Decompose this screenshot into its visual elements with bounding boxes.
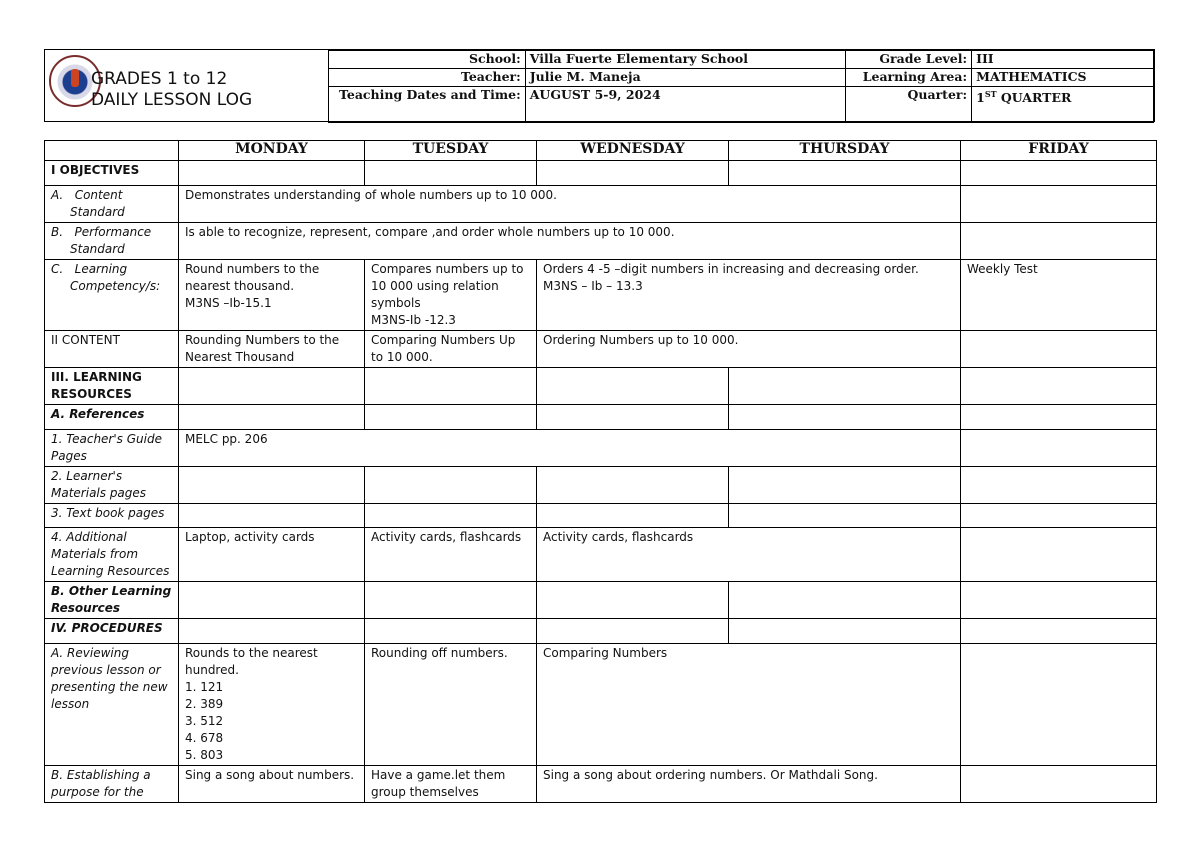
content-tuesday: Comparing Numbers Up to 10 000. <box>365 331 537 368</box>
row-label-performance-standard: B. Performance Standard <box>45 223 179 260</box>
cell <box>729 619 961 644</box>
cell <box>179 582 365 619</box>
purpose-monday: Sing a song about numbers. <box>179 766 365 803</box>
logo-title-cell <box>45 50 329 121</box>
row-label-references: A. References <box>45 405 179 430</box>
cell <box>365 582 537 619</box>
cell <box>537 619 729 644</box>
quarter-word: QUARTER <box>996 90 1072 106</box>
grade-value: III <box>972 51 1154 69</box>
cell <box>961 368 1157 405</box>
area-label: Learning Area: <box>846 69 972 87</box>
table-row <box>45 766 1157 803</box>
day-wednesday: WEDNESDAY <box>537 141 729 161</box>
cell <box>961 504 1157 528</box>
dates-value: AUGUST 5-9, 2024 <box>525 87 846 123</box>
table-row <box>45 161 1157 186</box>
cell <box>537 504 729 528</box>
cell <box>365 467 537 504</box>
purpose-tuesday: Have a game.let them group themselves <box>365 766 537 803</box>
cell <box>179 504 365 528</box>
cell <box>179 161 365 186</box>
cell <box>961 405 1157 430</box>
cell <box>961 331 1157 368</box>
table-row <box>45 582 1157 619</box>
performance-standard-text: Is able to recognize, represent, compare ,and order whole numbers up to 10 000. <box>179 223 961 260</box>
additional-monday: Laptop, activity cards <box>179 528 365 582</box>
cell <box>961 223 1157 260</box>
table-row <box>45 644 1157 766</box>
row-label-textbook: 3. Text book pages <box>45 504 179 528</box>
cell <box>179 405 365 430</box>
competency-monday: Round numbers to the nearest thousand. M3NS –Ib-15.1 <box>179 260 365 331</box>
additional-wednesday: Activity cards, flashcards <box>537 528 961 582</box>
corner-cell <box>45 141 179 161</box>
teachers-guide-text: MELC pp. 206 <box>179 430 961 467</box>
dates-label: Teaching Dates and Time: <box>329 87 526 123</box>
row-label-reviewing: A. Reviewing previous lesson or presenting the new lesson <box>45 644 179 766</box>
teacher-label: Teacher: <box>329 69 526 87</box>
cell <box>961 467 1157 504</box>
content-monday: Rounding Numbers to the Nearest Thousand <box>179 331 365 368</box>
cell <box>729 467 961 504</box>
area-value: MATHEMATICS <box>972 69 1154 87</box>
table-row <box>45 430 1157 467</box>
cell <box>365 161 537 186</box>
row-label-content: II CONTENT <box>45 331 179 368</box>
school-value: Villa Fuerte Elementary School <box>525 51 846 69</box>
table-row <box>45 504 1157 528</box>
cell <box>537 582 729 619</box>
cell <box>729 405 961 430</box>
table-row <box>45 619 1157 644</box>
competency-friday: Weekly Test <box>961 260 1157 331</box>
table-row <box>45 186 1157 223</box>
school-label: School: <box>329 51 526 69</box>
table-row <box>45 467 1157 504</box>
day-monday: MONDAY <box>179 141 365 161</box>
row-label-learners-materials: 2. Learner's Materials pages <box>45 467 179 504</box>
cell <box>961 582 1157 619</box>
lesson-log-header <box>44 49 1155 122</box>
cell <box>365 368 537 405</box>
row-label-learning-resources: III. LEARNING RESOURCES <box>45 368 179 405</box>
row-label-procedures: IV. PROCEDURES <box>45 619 179 644</box>
quarter-label: Quarter: <box>846 87 972 123</box>
table-row <box>45 528 1157 582</box>
row-label-content-standard: A. Content Standard <box>45 186 179 223</box>
row-label-competency: C. Learning Competency/s: <box>45 260 179 331</box>
cell <box>365 405 537 430</box>
table-row <box>45 260 1157 331</box>
content-standard-text: Demonstrates understanding of whole numbers up to 10 000. <box>179 186 961 223</box>
row-label-additional-materials: 4. Additional Materials from Learning Resources <box>45 528 179 582</box>
cell <box>729 582 961 619</box>
review-monday: Rounds to the nearest hundred. 1. 121 2. 389 3. 512 4. 678 5. 803 <box>179 644 365 766</box>
cell <box>365 504 537 528</box>
day-friday: FRIDAY <box>961 141 1157 161</box>
table-row <box>45 368 1157 405</box>
day-thursday: THURSDAY <box>729 141 961 161</box>
cell <box>537 368 729 405</box>
cell <box>729 504 961 528</box>
cell <box>961 766 1157 803</box>
purpose-wednesday: Sing a song about ordering numbers. Or Mathdali Song. <box>537 766 961 803</box>
title-line-1: GRADES 1 to 12 <box>91 69 228 89</box>
cell <box>961 186 1157 223</box>
competency-wednesday: Orders 4 -5 –digit numbers in increasing and decreasing order. M3NS – Ib – 13.3 <box>537 260 961 331</box>
cell <box>961 161 1157 186</box>
teacher-value: Julie M. Maneja <box>525 69 846 87</box>
cell <box>961 619 1157 644</box>
row-label-other-resources: B. Other Learning Resources <box>45 582 179 619</box>
content-wednesday: Ordering Numbers up to 10 000. <box>537 331 961 368</box>
cell <box>961 430 1157 467</box>
cell <box>961 528 1157 582</box>
quarter-value <box>972 87 1154 123</box>
row-label-objectives: I OBJECTIVES <box>45 161 179 186</box>
cell <box>961 644 1157 766</box>
additional-tuesday: Activity cards, flashcards <box>365 528 537 582</box>
lesson-log-table <box>44 140 1157 803</box>
table-row <box>45 223 1157 260</box>
cell <box>537 467 729 504</box>
document-title <box>91 69 252 111</box>
cell <box>179 368 365 405</box>
row-label-purpose: B. Establishing a purpose for the <box>45 766 179 803</box>
day-tuesday: TUESDAY <box>365 141 537 161</box>
cell <box>365 619 537 644</box>
table-row <box>45 331 1157 368</box>
quarter-suffix: ST <box>984 89 997 99</box>
cell <box>729 368 961 405</box>
row-label-teachers-guide: 1. Teacher's Guide Pages <box>45 430 179 467</box>
grade-label: Grade Level: <box>846 51 972 69</box>
table-row <box>45 405 1157 430</box>
review-tuesday: Rounding off numbers. <box>365 644 537 766</box>
title-line-2: DAILY LESSON LOG <box>91 90 253 110</box>
review-wednesday: Comparing Numbers <box>537 644 961 766</box>
cell <box>537 405 729 430</box>
header-info-table <box>328 50 1154 123</box>
cell <box>537 161 729 186</box>
competency-tuesday: Compares numbers up to 10 000 using relation symbols M3NS-Ib -12.3 <box>365 260 537 331</box>
cell <box>179 467 365 504</box>
day-header-row <box>45 141 1157 161</box>
quarter-number: 1 <box>976 90 985 106</box>
cell <box>179 619 365 644</box>
cell <box>729 161 961 186</box>
